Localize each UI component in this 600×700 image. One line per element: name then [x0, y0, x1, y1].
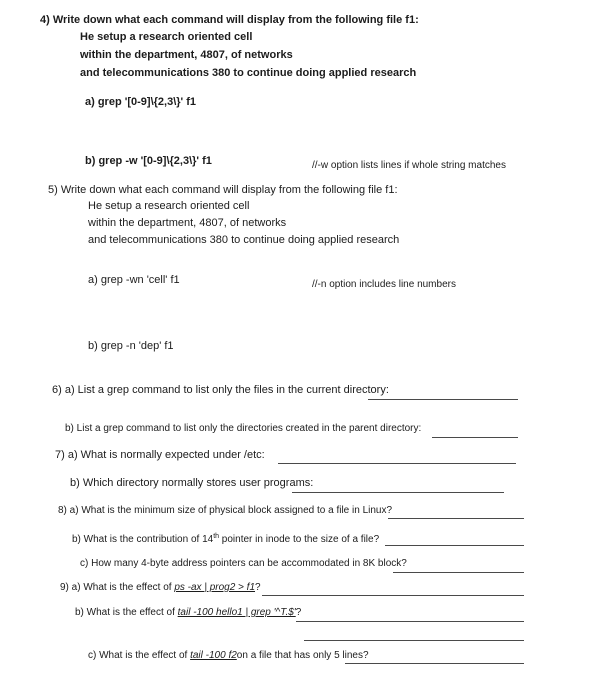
q9b-answer-line-2[interactable] [304, 640, 524, 641]
q9b-answer-line-1[interactable] [296, 621, 524, 622]
q4b-command: b) grep -w '[0-9]\{2,3\}' f1 [85, 155, 212, 167]
q9b-text: b) What is the effect of tail -100 hello1 | grep '^T.$'? [75, 607, 302, 618]
q7a-text: 7) a) What is normally expected under /etc: [55, 449, 265, 461]
q7a-answer-line[interactable] [278, 463, 516, 464]
q5b-command: b) grep -n 'dep' f1 [88, 340, 174, 352]
q8a-answer-line[interactable] [388, 518, 524, 519]
q5-title: 5) Write down what each command will display from the following file f1: [48, 184, 398, 196]
q6a-text: 6) a) List a grep command to list only the files in the current directory: [52, 384, 389, 396]
q4-file-line-1: He setup a research oriented cell [80, 31, 253, 43]
q6b-answer-line[interactable] [432, 437, 518, 438]
q4b-note: //-w option lists lines if whole string matches [312, 160, 506, 171]
q4-file-line-2: within the department, 4807, of networks [80, 49, 293, 61]
q8b-text: b) What is the contribution of 14th pointer in inode to the size of a file? [72, 533, 380, 545]
q4-file-line-3: and telecommunications 380 to continue doing applied research [80, 67, 417, 79]
q5a-note: //-n option includes line numbers [312, 279, 456, 290]
q9a-text: 9) a) What is the effect of ps -ax | prog2 > f1? [60, 582, 261, 593]
q8c-text: c) How many 4-byte address pointers can be accommodated in 8K block? [80, 558, 407, 569]
q5-file-line-3: and telecommunications 380 to continue doing applied research [88, 234, 400, 246]
q6a-answer-line[interactable] [368, 399, 518, 400]
q9c-answer-line[interactable] [345, 663, 524, 664]
q6b-text: b) List a grep command to list only the directories created in the parent directory: [65, 423, 422, 434]
q8a-text: 8) a) What is the minimum size of physical block assigned to a file in Linux? [58, 505, 393, 516]
q8b-answer-line[interactable] [385, 545, 524, 546]
q5a-command: a) grep -wn 'cell' f1 [88, 274, 180, 286]
q9c-text: c) What is the effect of tail -100 f2on a file that has only 5 lines? [88, 650, 369, 661]
q5-file-line-1: He setup a research oriented cell [88, 200, 250, 212]
q8c-answer-line[interactable] [393, 572, 524, 573]
q5-file-line-2: within the department, 4807, of networks [88, 217, 287, 229]
q9a-answer-line[interactable] [262, 595, 524, 596]
q4-title: 4) Write down what each command will display from the following file f1: [40, 14, 419, 26]
q4a-command: a) grep '[0-9]\{2,3\}' f1 [85, 96, 196, 108]
q7b-text: b) Which directory normally stores user programs: [70, 477, 314, 489]
q7b-answer-line[interactable] [292, 492, 504, 493]
